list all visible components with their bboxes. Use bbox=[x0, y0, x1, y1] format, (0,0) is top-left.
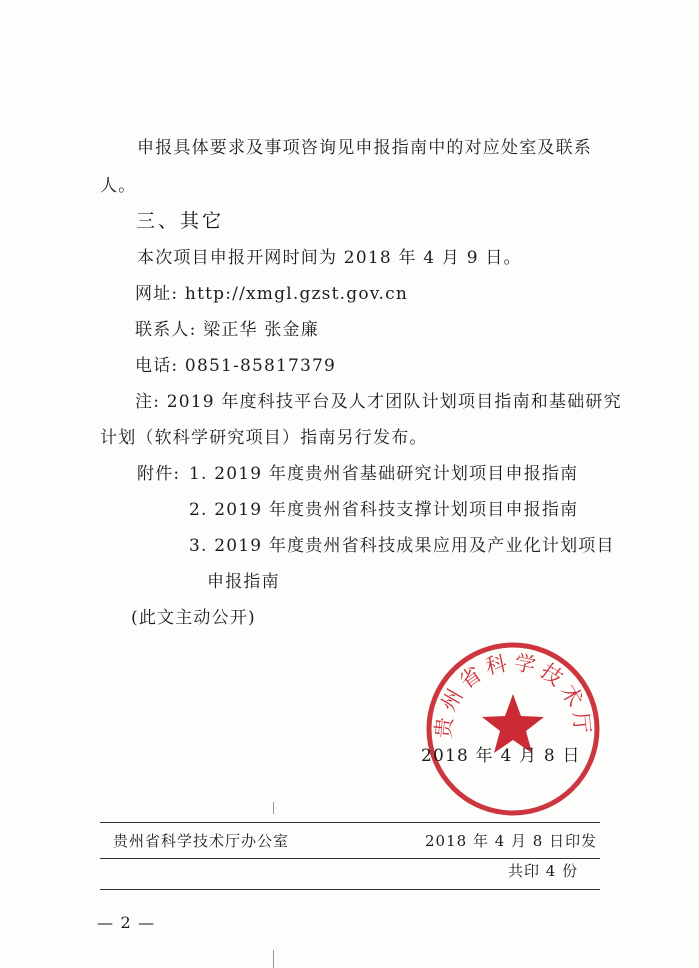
disclosure-note: (此文主动公开) bbox=[131, 608, 256, 628]
open-date-line: 本次项目申报开网时间为 2018 年 4 月 9 日。 bbox=[137, 248, 522, 268]
attachment-item-1: 1. 2019 年度贵州省基础研究计划项目申报指南 bbox=[189, 464, 579, 484]
note-line-1: 注: 2019 年度科技平台及人才团队计划项目指南和基础研究 bbox=[135, 392, 622, 412]
issue-date: 2018 年 4 月 8 日印发 bbox=[425, 832, 598, 850]
attachment-item-2: 2. 2019 年度贵州省科技支撑计划项目申报指南 bbox=[189, 500, 579, 520]
binding-mark-bottom bbox=[273, 950, 274, 968]
body-line-1: 申报具体要求及事项咨询见申报指南中的对应处室及联系 bbox=[137, 138, 592, 158]
phone-line: 电话: 0851-85817379 bbox=[135, 356, 337, 376]
attachment-item-3: 3. 2019 年度贵州省科技成果应用及产业化计划项目 bbox=[189, 536, 615, 556]
attachment-item-3-continued: 申报指南 bbox=[207, 572, 280, 592]
copies-count: 共印 4 份 bbox=[508, 862, 579, 880]
issuer: 贵州省科学技术厅办公室 bbox=[113, 832, 290, 850]
footer-bottom-rule bbox=[100, 889, 600, 890]
note-line-2: 计划（软科学研究项目）指南另行发布。 bbox=[100, 428, 428, 448]
seal-text: 贵州省科学技术厅 bbox=[431, 650, 595, 740]
website-line: 网址: http://xmgl.gzst.gov.cn bbox=[135, 284, 409, 304]
attachments-label: 附件: bbox=[137, 464, 181, 484]
page-number: — 2 — bbox=[97, 913, 156, 932]
binding-mark bbox=[273, 802, 274, 814]
footer-middle-rule bbox=[100, 858, 600, 859]
signature-date: 2018 年 4 月 8 日 bbox=[421, 746, 581, 766]
section-heading: 三、其它 bbox=[136, 210, 225, 232]
contacts-line: 联系人: 梁正华 张金廉 bbox=[135, 320, 319, 340]
body-line-2: 人。 bbox=[100, 176, 137, 196]
footer-top-rule bbox=[100, 822, 600, 823]
star-icon bbox=[482, 694, 544, 753]
official-seal bbox=[420, 636, 606, 822]
